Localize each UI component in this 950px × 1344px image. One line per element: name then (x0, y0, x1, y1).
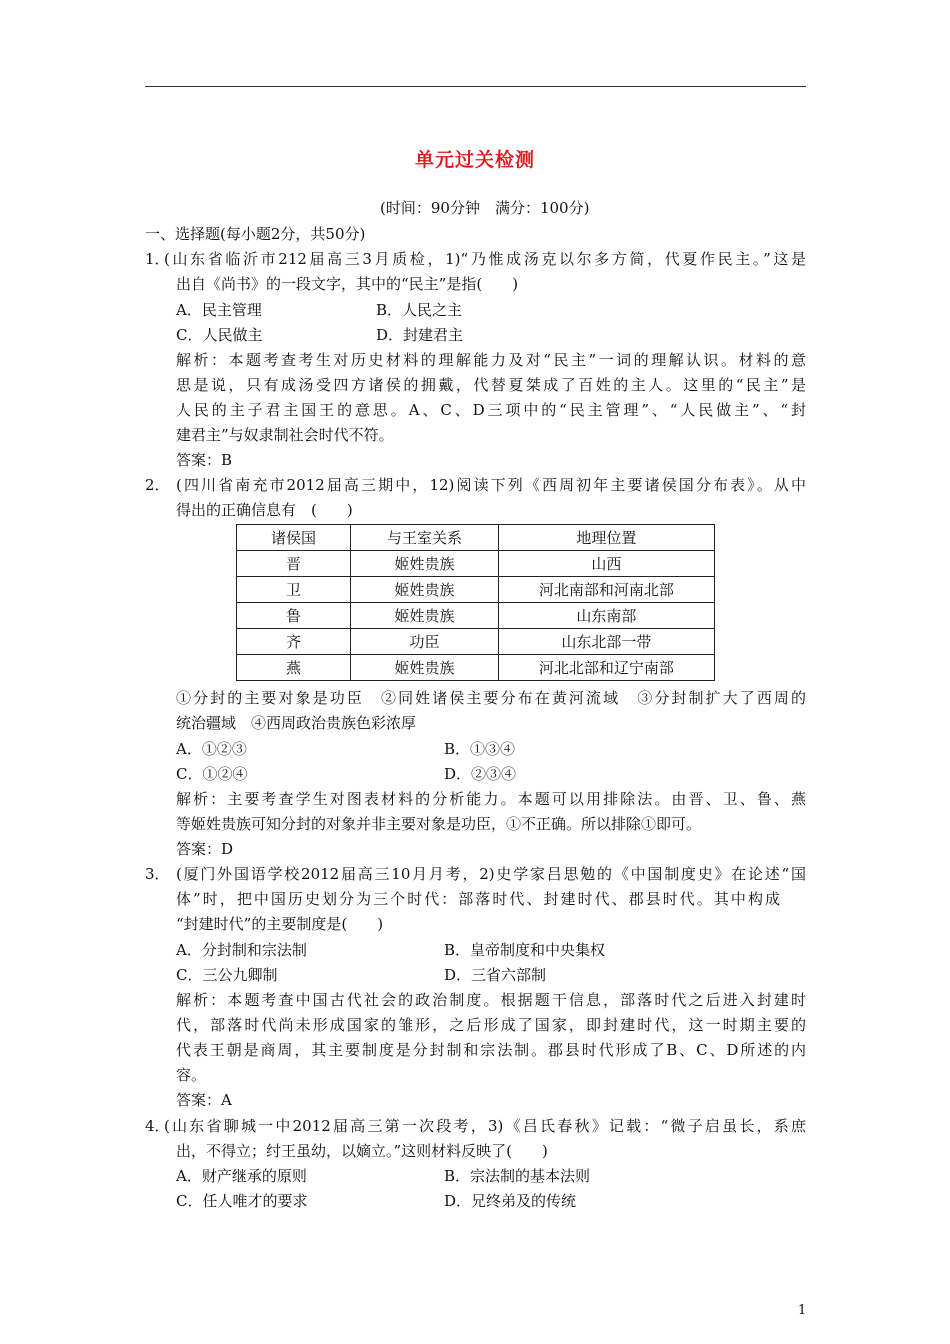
table-header-cell: 地理位置 (498, 525, 714, 551)
analysis-line: 解析：主要考查学生对图表材料的分析能力。本题可以用排除法。由晋、卫、鲁、燕 (176, 790, 806, 808)
question-stem-line: “封建时代”的主要制度是( ) (176, 915, 384, 933)
question-stem-line: 得出的正确信息有 ( ) (176, 501, 353, 519)
table-row (237, 577, 715, 603)
answer: 答案：A (176, 1091, 232, 1109)
table-row (237, 655, 715, 681)
question-stem-line: (厦门外国语学校2012届高三10月月考，2)史学家吕思勉的《中国制度史》在论述“国 (176, 865, 806, 883)
question-stem-line: 出，不得立；纣王虽幼，以嫡立。”这则材料反映了( ) (176, 1142, 548, 1160)
page-title: 单元过关检测 (414, 149, 535, 171)
analysis-line: 等姬姓贵族可知分封的对象并非主要对象是功臣，①不正确。所以排除①即可。 (176, 815, 702, 833)
option-a: A．民主管理 (176, 301, 262, 319)
exam-time-score: (时间：90分钟 满分：100分) (380, 199, 590, 217)
option-b: B．①③④ (444, 740, 516, 758)
option-b: B．人民之主 (376, 301, 463, 319)
table-header-row (237, 525, 715, 551)
table-cell: 燕 (237, 655, 351, 681)
table-cell: 姬姓贵族 (351, 655, 499, 681)
analysis-line: 代，部落时代尚未形成国家的雏形，之后形成了国家，即封建时代，这一时期主要的 (176, 1016, 806, 1034)
option-c: C．人民做主 (176, 326, 263, 344)
table-cell: 姬姓贵族 (351, 603, 499, 629)
question-number: 2． (145, 476, 170, 494)
option-d: D．封建君主 (376, 326, 464, 344)
table-cell: 姬姓贵族 (351, 551, 499, 577)
answer: 答案：B (176, 451, 233, 469)
option-d: D．兄终弟及的传统 (444, 1192, 577, 1210)
table-row (237, 551, 715, 577)
option-c: C．①②④ (176, 765, 248, 783)
question-number: 3． (145, 865, 170, 883)
table-header-cell: 诸侯国 (237, 525, 351, 551)
question-number: 4． (145, 1117, 170, 1135)
table-header-cell: 与王室关系 (351, 525, 499, 551)
option-b: B．宗法制的基本法则 (444, 1167, 591, 1185)
table-cell: 姬姓贵族 (351, 577, 499, 603)
question-number: 1． (145, 250, 170, 268)
option-a: A．财产继承的原则 (176, 1167, 307, 1185)
analysis-line: 人民的主子君主国王的意思。A、C、D三项中的“民主管理”、“人民做主”、“封 (176, 401, 806, 419)
header-rule (145, 86, 806, 87)
analysis-line: 解析：本题考查中国古代社会的政治制度。根据题干信息，部落时代之后进入封建时 (176, 991, 806, 1009)
table-cell: 齐 (237, 629, 351, 655)
option-a: A．分封制和宗法制 (176, 941, 307, 959)
table-cell: 山西 (498, 551, 714, 577)
option-d: D．②③④ (444, 765, 517, 783)
analysis-line: 解析：本题考查考生对历史材料的理解能力及对“民主”一词的理解认识。材料的意 (176, 351, 806, 369)
table-cell: 卫 (237, 577, 351, 603)
option-b: B．皇帝制度和中央集权 (444, 941, 606, 959)
answer: 答案：D (176, 840, 234, 858)
question-stem-line: (山东省聊城一中2012届高三第一次段考，3)《吕氏春秋》记载：“微子启虽长，系庶 (164, 1117, 806, 1135)
statements-line: ①分封的主要对象是功臣 ②同姓诸侯主要分布在黄河流域 ③分封制扩大了西周的 (176, 689, 806, 707)
table-cell: 鲁 (237, 603, 351, 629)
section-heading: 一、选择题(每小题2分，共50分) (145, 225, 366, 243)
analysis-line: 建君主”与奴隶制社会时代不符。 (176, 426, 394, 444)
table-cell: 河北北部和辽宁南部 (498, 655, 714, 681)
page-number: 1 (798, 1303, 807, 1318)
table-cell: 河北南部和河南北部 (498, 577, 714, 603)
table-row (237, 629, 715, 655)
option-c: C．三公九卿制 (176, 966, 278, 984)
table-cell: 晋 (237, 551, 351, 577)
question-stem-line: 体”时，把中国历史划分为三个时代：部落时代、封建时代、郡县时代。其中构成 (176, 890, 780, 908)
analysis-line: 代表王朝是商周，其主要制度是分封制和宗法制。郡县时代形成了B、C、D所述的内 (176, 1041, 806, 1059)
option-c: C．任人唯才的要求 (176, 1192, 308, 1210)
table-row (237, 603, 715, 629)
option-d: D．三省六部制 (444, 966, 547, 984)
table-cell: 山东北部一带 (498, 629, 714, 655)
statements-line: 统治疆域 ④西周政治贵族色彩浓厚 (176, 714, 417, 732)
question-stem-line: (山东省临沂市212届高三3月质检，1)“乃惟成汤克以尔多方简，代夏作民主。”这是 (164, 250, 806, 268)
analysis-line: 思是说，只有成汤受四方诸侯的拥戴，代替夏桀成了百姓的主人。这里的“民主”是 (176, 376, 806, 394)
question-stem-line: (四川省南充市2012届高三期中，12)阅读下列《西周初年主要诸侯国分布表》。从中 (176, 476, 806, 494)
table-cell: 山东南部 (498, 603, 714, 629)
analysis-line: 容。 (176, 1066, 207, 1084)
option-a: A．①②③ (176, 740, 247, 758)
fiefdom-table (236, 524, 715, 681)
question-stem-line: 出自《尚书》的一段文字，其中的“民主”是指( ) (176, 275, 519, 293)
table-cell: 功臣 (351, 629, 499, 655)
